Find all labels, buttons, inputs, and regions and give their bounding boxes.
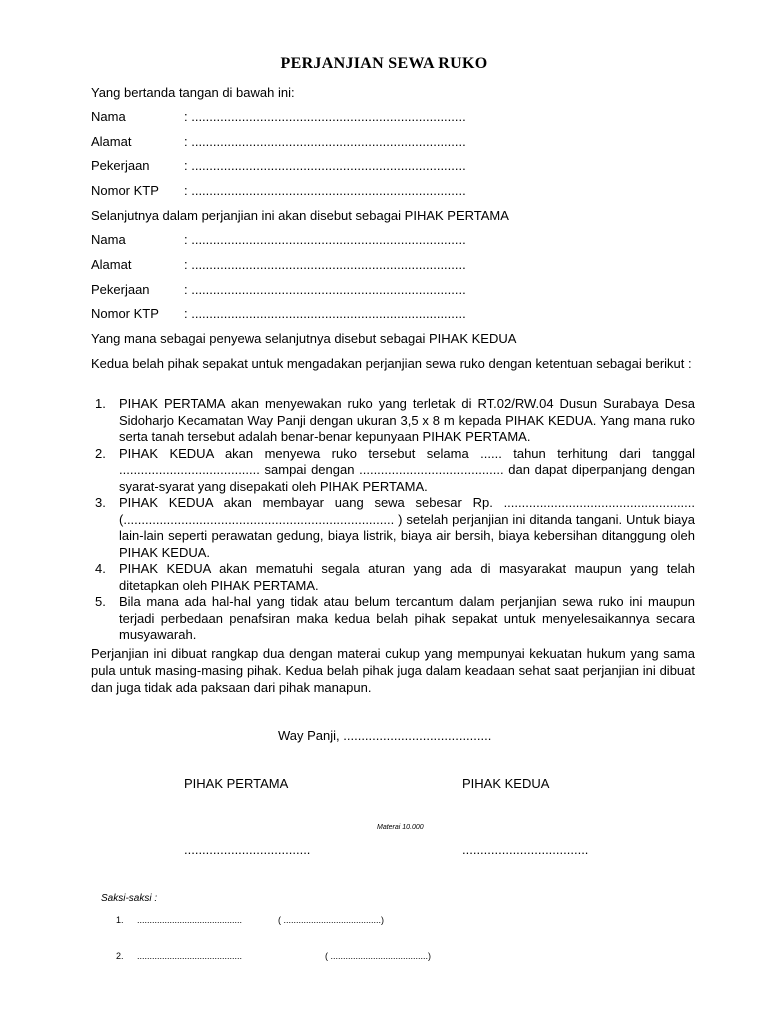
party1-ktp-value: : ............................................................................ — [184, 183, 466, 198]
agreement-intro: Kedua belah pihak sepakat untuk mengadakan perjanjian sewa ruko dengan ketentuan sebagai berikut : — [91, 356, 692, 371]
term-item — [91, 446, 695, 496]
witness-2-number: 2. — [116, 951, 124, 961]
term-item — [91, 495, 695, 561]
witness-1-paren-line: ( .......................................) — [278, 915, 385, 925]
stamp-note: Materai 10.000 — [377, 824, 424, 831]
witness-1-name-line: .......................................... — [137, 915, 243, 925]
party1-signature-line: ................................... — [184, 842, 311, 857]
intro-text: Yang bertanda tangan di bawah ini: — [91, 85, 295, 100]
party2-address-label: Alamat — [91, 257, 132, 272]
party2-signature-line: ................................... — [462, 842, 589, 857]
term-number: 4. — [95, 561, 106, 576]
party2-signature-label: PIHAK KEDUA — [462, 776, 550, 791]
party1-job-value: : ............................................................................ — [184, 158, 466, 173]
witness-2-paren-line: ( .......................................) — [325, 951, 432, 961]
party1-name-value: : ............................................................................ — [184, 109, 466, 124]
witness-2-name-line: .......................................... — [137, 951, 243, 961]
party2-note: Yang mana sebagai penyewa selanjutnya disebut sebagai PIHAK KEDUA — [91, 331, 517, 346]
party1-address-value: : ............................................................................ — [184, 134, 466, 149]
document-title: PERJANJIAN SEWA RUKO — [280, 55, 488, 72]
party1-job-label: Pekerjaan — [91, 158, 150, 173]
term-text: PIHAK KEDUA akan menyewa ruko tersebut selama ...... tahun terhitung dari tanggal ....................................... sampai dengan ........................................ dan dapat diperpanjang dengan syarat-syarat yang disepakati oleh PIHAK PERTAMA. — [119, 445, 695, 494]
term-item — [91, 396, 695, 446]
party1-ktp-label: Nomor KTP — [91, 183, 159, 198]
party2-name-value: : ............................................................................ — [184, 232, 466, 247]
term-number: 3. — [95, 495, 106, 510]
party2-ktp-label: Nomor KTP — [91, 306, 159, 321]
party2-address-value: : ............................................................................ — [184, 257, 466, 272]
party1-address-label: Alamat — [91, 134, 132, 149]
term-text: Bila mana ada hal-hal yang tidak atau belum tercantum dalam perjanjian sewa ruko ini maupun terjadi perbedaan penafsiran maka kedua belah pihak sepakat untuk menyelesaikannya secara musyawarah. — [119, 594, 695, 642]
party2-ktp-value: : ............................................................................ — [184, 306, 466, 321]
term-text: PIHAK PERTAMA akan menyewakan ruko yang terletak di RT.02/RW.04 Dusun Surabaya Desa Sidoharjo Kecamatan Way Panji dengan ukuran 3,5 x 8 m kepada PIHAK KEDUA. Yang mana ruko serta tanah tersebut adalah benar-benar kepunyaan PIHAK PERTAMA. — [119, 396, 695, 444]
terms-list — [91, 396, 695, 644]
term-text: PIHAK KEDUA akan mematuhi segala aturan yang ada di masyarakat maupun yang telah ditetapkan oleh PIHAK PERTAMA. — [119, 561, 695, 593]
closing-paragraph: Perjanjian ini dibuat rangkap dua dengan materai cukup yang mempunyai kekuatan hukum yang sama pula untuk masing-masing pihak. Kedua belah pihak juga dalam keadaan sehat saat perjanjian ini dibuat dan juga tidak ada paksaan dari pihak manapun. — [91, 646, 695, 695]
place-date: Way Panji, ......................................... — [278, 728, 492, 743]
party2-job-value: : ............................................................................ — [184, 282, 466, 297]
term-text: PIHAK KEDUA akan membayar uang sewa sebesar Rp. ..................................................... (........................................................................... ) setelah perjanjian ini ditanda tangani. Untuk biaya lain-lain seperti perawatan gedung, biaya listrik, biaya air bersih, biaya kebersihan ditanggung oleh PIHAK KEDUA. — [119, 495, 695, 560]
term-number: 2. — [95, 445, 106, 461]
term-number: 5. — [95, 594, 106, 609]
party1-note: Selanjutnya dalam perjanjian ini akan disebut sebagai PIHAK PERTAMA — [91, 208, 509, 223]
term-item — [91, 561, 695, 594]
party1-signature-label: PIHAK PERTAMA — [184, 776, 289, 791]
term-number: 1. — [95, 396, 106, 411]
party1-name-label: Nama — [91, 109, 126, 124]
party2-name-label: Nama — [91, 232, 126, 247]
witness-1-number: 1. — [116, 915, 124, 925]
party2-job-label: Pekerjaan — [91, 282, 150, 297]
term-item — [91, 594, 695, 644]
witness-heading: Saksi-saksi : — [101, 893, 158, 904]
